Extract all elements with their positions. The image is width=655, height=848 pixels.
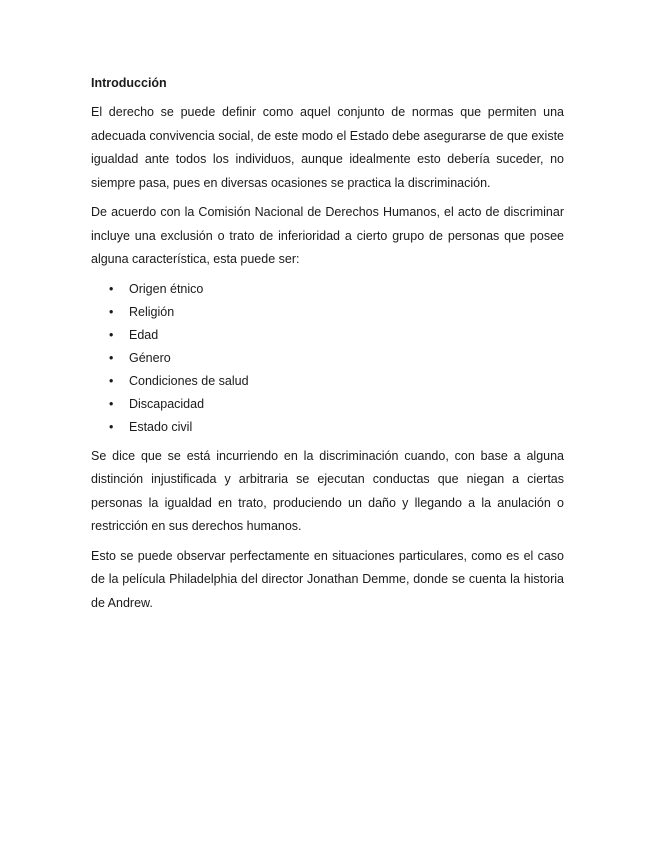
paragraph-cndh: De acuerdo con la Comisión Nacional de Derechos Humanos, el acto de discriminar incluye una exclusión o trato de inferioridad a cierto grupo de personas que posee alguna característica, esta puede ser: xyxy=(91,205,564,266)
list-item xyxy=(91,278,564,301)
document-page xyxy=(91,74,564,621)
characteristics-list xyxy=(91,278,564,439)
bullet-icon: • xyxy=(109,304,114,319)
list-item-label: Condiciones de salud xyxy=(129,373,249,388)
list-item xyxy=(91,324,564,347)
bullet-icon: • xyxy=(109,327,114,342)
bullet-icon: • xyxy=(109,419,114,434)
bullet-icon: • xyxy=(109,373,114,388)
list-item-label: Origen étnico xyxy=(129,281,204,296)
list-item-label: Religión xyxy=(129,304,175,319)
bullet-icon: • xyxy=(109,396,114,411)
list-item xyxy=(91,347,564,370)
list-item-label: Género xyxy=(129,350,171,365)
list-item-label: Edad xyxy=(129,327,159,342)
list-item xyxy=(91,370,564,393)
bullet-icon: • xyxy=(109,281,114,296)
list-item xyxy=(91,301,564,324)
paragraph-philadelphia: Esto se puede observar perfectamente en situaciones particulares, como es el caso de la película Philadelphia del director Jonathan Demme, donde se cuenta la historia de Andrew. xyxy=(91,548,564,610)
bullet-icon: • xyxy=(109,350,114,365)
section-heading: Introducción xyxy=(91,76,167,90)
list-item-label: Estado civil xyxy=(129,419,193,434)
list-item xyxy=(91,416,564,439)
paragraph-discrimination-definition: Se dice que se está incurriendo en la discriminación cuando, con base a alguna distinción injustificada y arbitraria se ejecutan conductas que niegan a ciertas personas la igualdad en trato, produciendo un daño y llegando a la anulación o restricción en sus derechos humanos. xyxy=(91,448,564,533)
paragraph-intro: El derecho se puede definir como aquel conjunto de normas que permiten una adecuada convivencia social, de este modo el Estado debe asegurarse de que existe igualdad ante todos los individuos, aunque idealmente esto debería suceder, no siempre pasa, pues en diversas ocasiones se practica la discriminación. xyxy=(91,105,564,190)
list-item-label: Discapacidad xyxy=(129,396,205,411)
list-item xyxy=(91,393,564,416)
